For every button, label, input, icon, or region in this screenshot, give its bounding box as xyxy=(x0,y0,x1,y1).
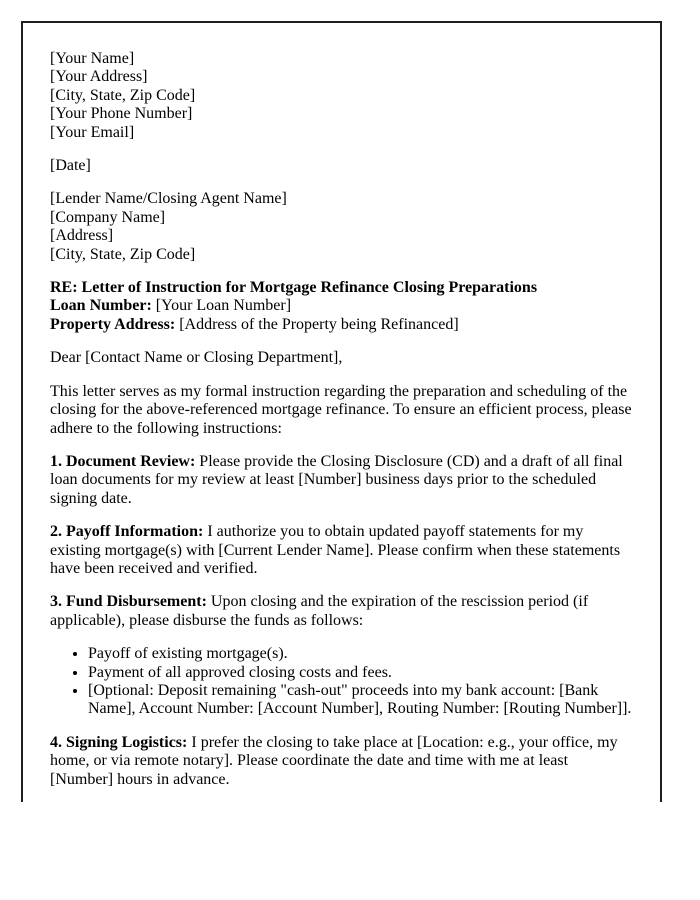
list-item-cash-out: • [Optional: Deposit remaining "cash-out" proceeds into my bank account: [Bank Name], Account Number: [Account Number], Routing Number: [Routing Number]]. xyxy=(88,682,635,719)
recipient-address-line: [Address] xyxy=(50,227,114,245)
sender-block xyxy=(50,50,635,142)
property-address-value: [Address of the Property being Refinanced] xyxy=(175,315,459,333)
sender-email-line: [Your Email] xyxy=(50,123,135,141)
recipient-name-line: [Lender Name/Closing Agent Name] xyxy=(50,190,287,208)
instruction-2-paragraph xyxy=(50,523,635,578)
instruction-1-label: 1. Document Review: xyxy=(50,452,196,470)
letter-page xyxy=(21,21,662,802)
instruction-4-paragraph xyxy=(50,734,635,789)
loan-number-label: Loan Number: xyxy=(50,297,152,315)
sender-phone-line: [Your Phone Number] xyxy=(50,105,193,123)
property-address-line xyxy=(50,316,635,334)
subject-block xyxy=(50,279,635,334)
recipient-block xyxy=(50,190,635,264)
instruction-1-paragraph xyxy=(50,453,635,508)
instruction-2-text: I authorize you to obtain updated payoff statements for my existing mortgage(s) with [Current Lender Name]. Please confirm when these statements have been received and verified. xyxy=(50,523,621,577)
instruction-3-paragraph xyxy=(50,593,635,630)
list-item-payoff: • Payoff of existing mortgage(s). xyxy=(88,645,635,663)
loan-number-line xyxy=(50,297,635,315)
instruction-3-label: 3. Fund Disbursement: xyxy=(50,593,207,611)
subject-re-line: RE: Letter of Instruction for Mortgage Refinance Closing Preparations xyxy=(50,279,538,297)
recipient-city-line: [City, State, Zip Code] xyxy=(50,245,196,263)
instruction-4-label: 4. Signing Logistics: xyxy=(50,733,188,751)
sender-address-line: [Your Address] xyxy=(50,68,148,86)
instruction-2-label: 2. Payoff Information: xyxy=(50,523,204,541)
property-address-label: Property Address: xyxy=(50,315,176,333)
recipient-company-line: [Company Name] xyxy=(50,208,166,226)
instruction-1-text: Please provide the Closing Disclosure (CD) and a draft of all final loan documents for my review at least [Number] business days prior to the scheduled signing date. xyxy=(50,452,623,507)
loan-number-value: [Your Loan Number] xyxy=(151,297,292,315)
list-item-payment: • Payment of all approved closing costs and fees. xyxy=(88,664,635,682)
instruction-3-text: Upon closing and the expiration of the rescission period (if applicable), please disburse the funds as follows: xyxy=(50,593,589,629)
sender-city-line: [City, State, Zip Code] xyxy=(50,86,196,104)
sender-name-line: [Your Name] xyxy=(50,50,135,67)
intro-paragraph: This letter serves as my formal instruction regarding the preparation and scheduling of the closing for the above-referenced mortgage refinance. To ensure an efficient process, please adhere to the following instructions: xyxy=(50,382,632,437)
salutation-line: Dear [Contact Name or Closing Department], xyxy=(50,349,343,367)
disbursement-list xyxy=(50,645,635,719)
date-line: [Date] xyxy=(50,157,91,175)
instruction-4-text: I prefer the closing to take place at [Location: e.g., your office, my home, or via remote notary]. Please coordinate the date and time with me at least [Number] hours in advance. xyxy=(50,733,618,788)
